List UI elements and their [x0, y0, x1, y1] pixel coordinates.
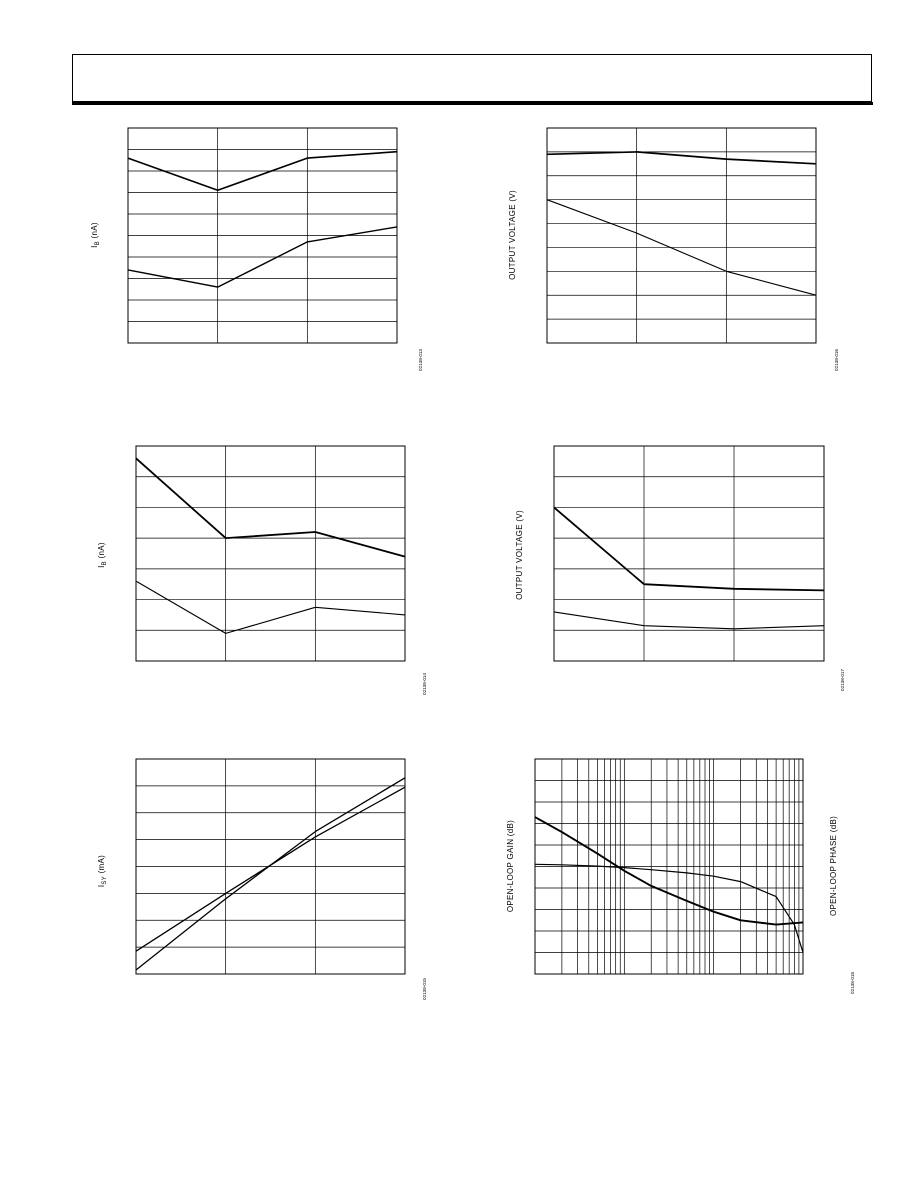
- y-axis-label: $I_B$ (nA): [97, 542, 108, 568]
- y-axis-label: $I_B$ (nA): [90, 222, 101, 248]
- y-axis-label-right: OPEN-LOOP PHASE (dB): [829, 815, 838, 917]
- chart-ib-1: [80, 120, 440, 390]
- chart-open-loop: [500, 751, 870, 1021]
- series-line-2: [136, 787, 405, 951]
- y-axis-label: OPEN-LOOP GAIN (dB): [506, 819, 515, 913]
- series-line-2: [554, 612, 824, 629]
- figure-code: 02138-018: [850, 972, 855, 994]
- plot-frame: [554, 446, 824, 661]
- series-line-2: [535, 864, 803, 952]
- chart-vout-1: [500, 120, 860, 390]
- plot-frame: [547, 128, 816, 343]
- series-line-1: [554, 507, 824, 590]
- figure-code: 02138-013: [418, 349, 423, 371]
- figure-code: 02138-017: [840, 669, 845, 691]
- chart-ib-2: [80, 438, 440, 708]
- figure-code: 02138-014: [422, 673, 427, 695]
- plot-frame: [136, 446, 405, 661]
- header-rule: [72, 102, 873, 105]
- figure-code: 02138-016: [834, 349, 839, 371]
- series-line-2: [136, 581, 405, 633]
- chart-isy: [80, 751, 440, 1021]
- series-line-1: [136, 778, 405, 970]
- figure-code: 02138-015: [422, 978, 427, 1000]
- page-header-box: [72, 54, 872, 102]
- y-axis-label: OUTPUT VOLTAGE (V): [508, 190, 517, 280]
- chart-vout-2: [500, 438, 860, 708]
- y-axis-label: $I_{SY}$ (mA): [97, 854, 108, 888]
- series-line-1: [547, 152, 816, 164]
- y-axis-label: OUTPUT VOLTAGE (V): [515, 510, 524, 600]
